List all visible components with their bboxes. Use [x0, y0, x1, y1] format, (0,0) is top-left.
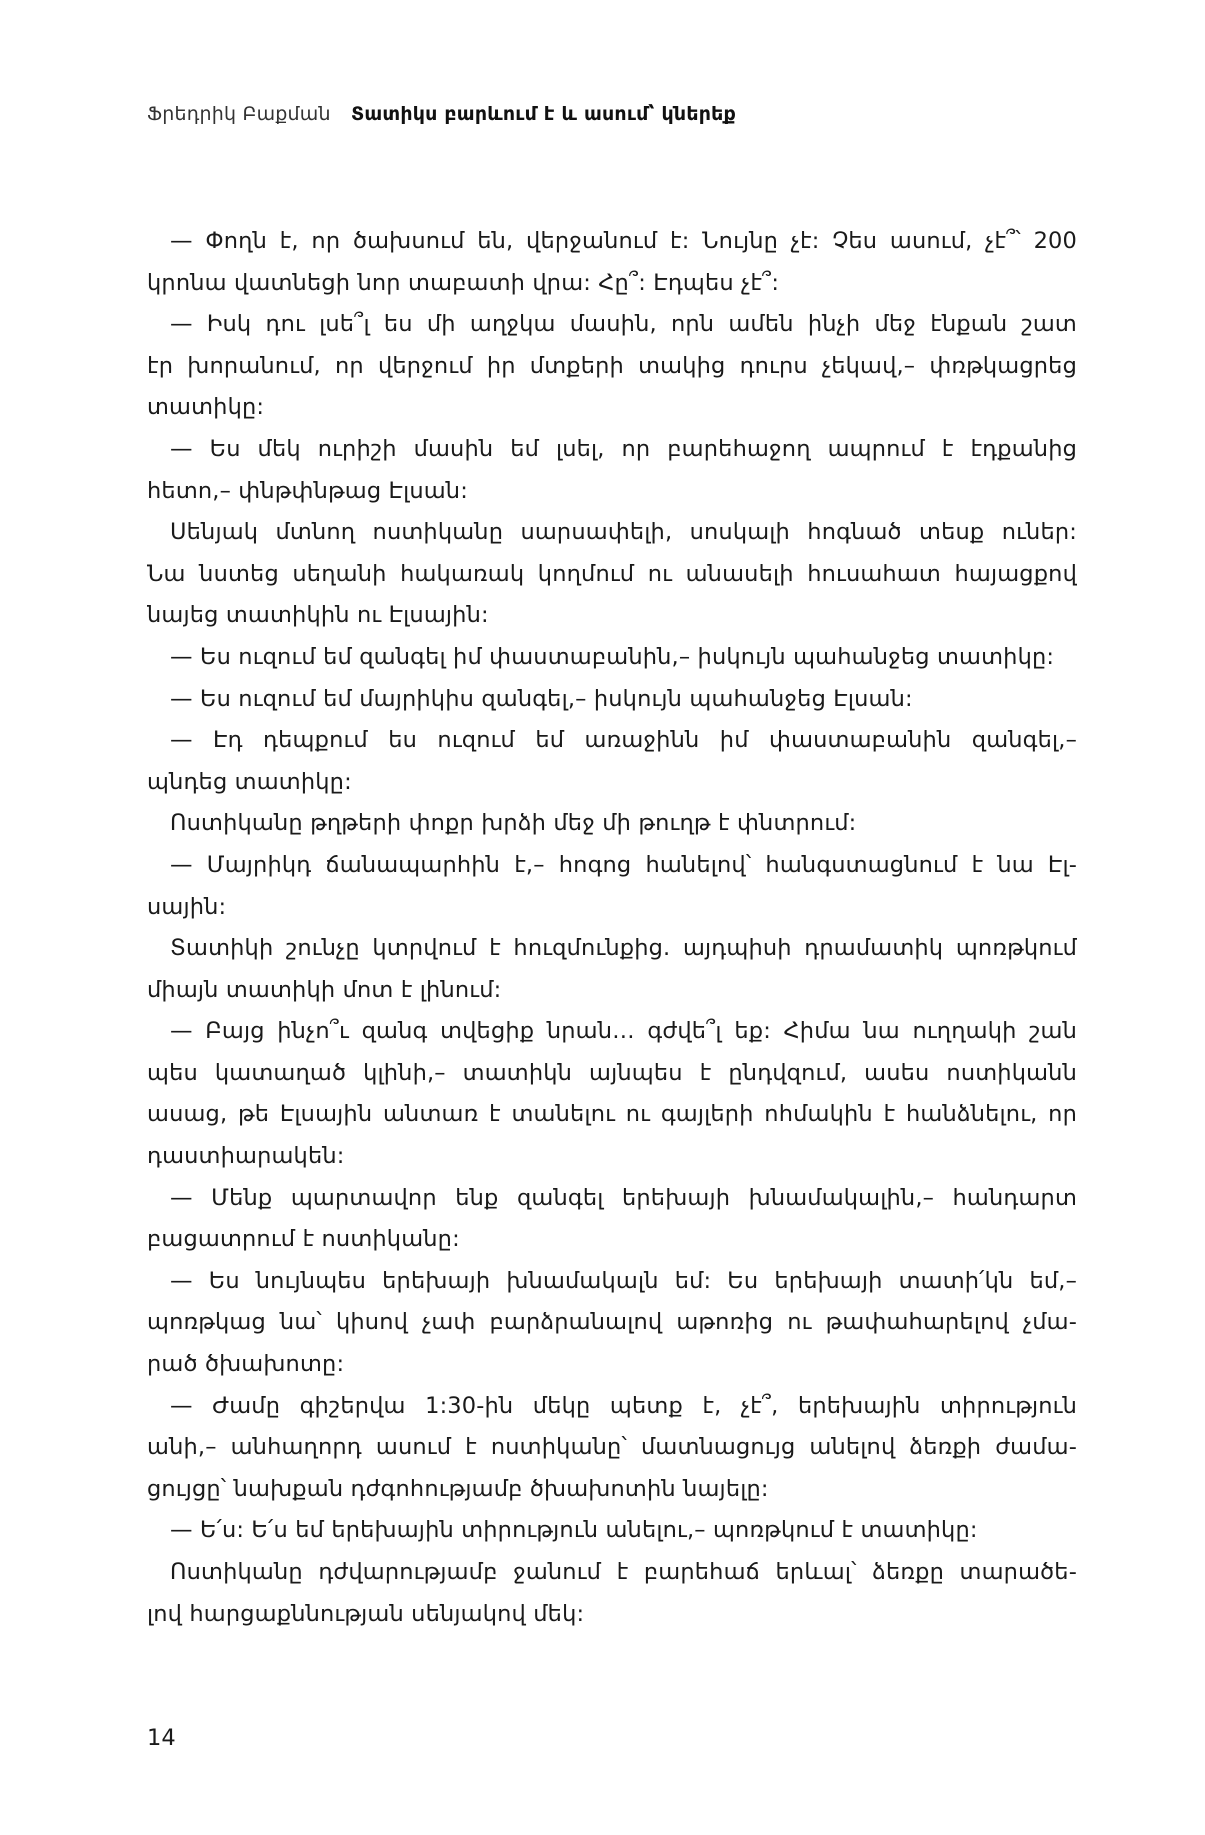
- text-line: — Ժամը գիշերվա 1:30-ին մեկը պետք է, չէ՞, երեխային տիրություն: [170, 1392, 1077, 1419]
- text-line: ցույցը՝ նախքան դժգոհությամբ ծխախոտին նայելը:: [147, 1475, 769, 1502]
- text-line: տատիկը:: [147, 394, 265, 421]
- text-line: — Փողն է, որ ծախսում են, վերջանում է: Նույնը չէ: Չես ասում, չէ՞՝ 200: [170, 228, 1077, 254]
- text-line: պոռթկաց նա՝ կիսով չափ բարձրանալով աթոռից ու թափահարելով չմա-: [147, 1309, 1077, 1336]
- text-line: — Ես մեկ ուրիշի մասին եմ լսել, որ բարեհաջող ապրում է էդքանից: [170, 435, 1077, 462]
- text-line: — Ես ուզում եմ մայրիկիս զանգել,– իսկույն պահանջեց Էլսան:: [170, 685, 913, 712]
- running-header: [147, 103, 736, 125]
- text-line: դաստիարակեն:: [147, 1143, 345, 1170]
- text-line: — Մայրիկդ ճանապարհին է,– հոգոց հանելով՝ հանգստացնում է նա Էլ-: [170, 851, 1077, 878]
- text-line: — Իսկ դու լսե՞լ ես մի աղջկա մասին, որն ամեն ինչի մեջ էնքան շատ: [170, 311, 1077, 338]
- text-line: միայն տատիկի մոտ է լինում:: [147, 976, 502, 1003]
- text-line: հետո,– փնթփնթաց Էլսան:: [147, 477, 468, 504]
- text-line: նայեց տատիկին ու Էլսային:: [147, 602, 489, 629]
- text-line: — Ե՛ս: Ե՛ս եմ երեխային տիրություն անելու,– պոռթկում է տատիկը:: [170, 1517, 978, 1544]
- header-author: Ֆրեդրիկ Բաքման: [147, 103, 331, 125]
- text-line: — Էդ դեպքում ես ուզում եմ առաջինն իմ փաստաբանին զանգել,–: [170, 727, 1077, 754]
- text-line: — Ես ուզում եմ զանգել իմ փաստաբանին,– իսկույն պահանջեց տատիկը:: [170, 643, 1055, 670]
- text-line: Ոստիկանը դժվարությամբ ջանում է բարեհաճ երևալ՝ ձեռքը տարածե-: [170, 1559, 1077, 1585]
- text-line: Սենյակ մտնող ոստիկանը սարսափելի, սոսկալի հոգնած տեսք ուներ:: [170, 519, 1077, 546]
- text-line: ասաց, թե Էլսային անտառ է տանելու ու գայլերի ոհմակին է հանձնելու, որ: [147, 1101, 1077, 1128]
- text-line: էր խորանում, որ վերջում իր մտքերի տակից դուրս չեկավ,– փռթկացրեց: [147, 352, 1077, 379]
- text-line: Ոստիկանը թղթերի փոքր խրձի մեջ մի թուղթ է փնտրում:: [170, 810, 857, 837]
- text-line: բացատրում է ոստիկանը:: [147, 1226, 460, 1253]
- header-book-title: Տատիկս բարևում է և ասում՝ կներեք: [351, 103, 737, 125]
- text-line: լով հարցաքննության սենյակով մեկ:: [147, 1600, 585, 1627]
- text-line: — Մենք պարտավոր ենք զանգել երեխայի խնամակալին,– հանդարտ: [170, 1184, 1077, 1211]
- text-line: պնդեց տատիկը:: [147, 768, 352, 795]
- text-line: — Բայց ինչո՞ւ զանգ տվեցիք նրան… գժվե՞լ եք: Հիմա նա ուղղակի շան: [170, 1018, 1077, 1045]
- text-line: անի,– անհաղորդ ասում է ոստիկանը՝ մատնացույց անելով ձեռքի ժամա-: [147, 1434, 1077, 1461]
- body-text: [147, 221, 1077, 1635]
- text-line: Տատիկի շունչը կտրվում է հուզմունքից. այդպիսի դրամատիկ պոռթկում: [170, 935, 1077, 962]
- text-line: րած ծխախոտը:: [147, 1351, 345, 1378]
- text-line: Նա նստեց սեղանի հակառակ կողմում ու անասելի հուսահատ հայացքով: [147, 560, 1077, 587]
- text-line: պես կատաղած կլինի,– տատիկն այնպես է ընդվզում, ասես ոստիկանն: [147, 1059, 1077, 1086]
- text-line: կրոնա վատնեցի նոր տաբատի վրա: Հը՞: Էդպես չէ՞:: [147, 269, 780, 296]
- text-line: — Ես նույնպես երեխայի խնամակալն եմ: Ես երեխայի տատի՛կն եմ,–: [170, 1267, 1077, 1294]
- text-line: սային:: [147, 893, 227, 920]
- page-number: 14: [147, 1725, 176, 1751]
